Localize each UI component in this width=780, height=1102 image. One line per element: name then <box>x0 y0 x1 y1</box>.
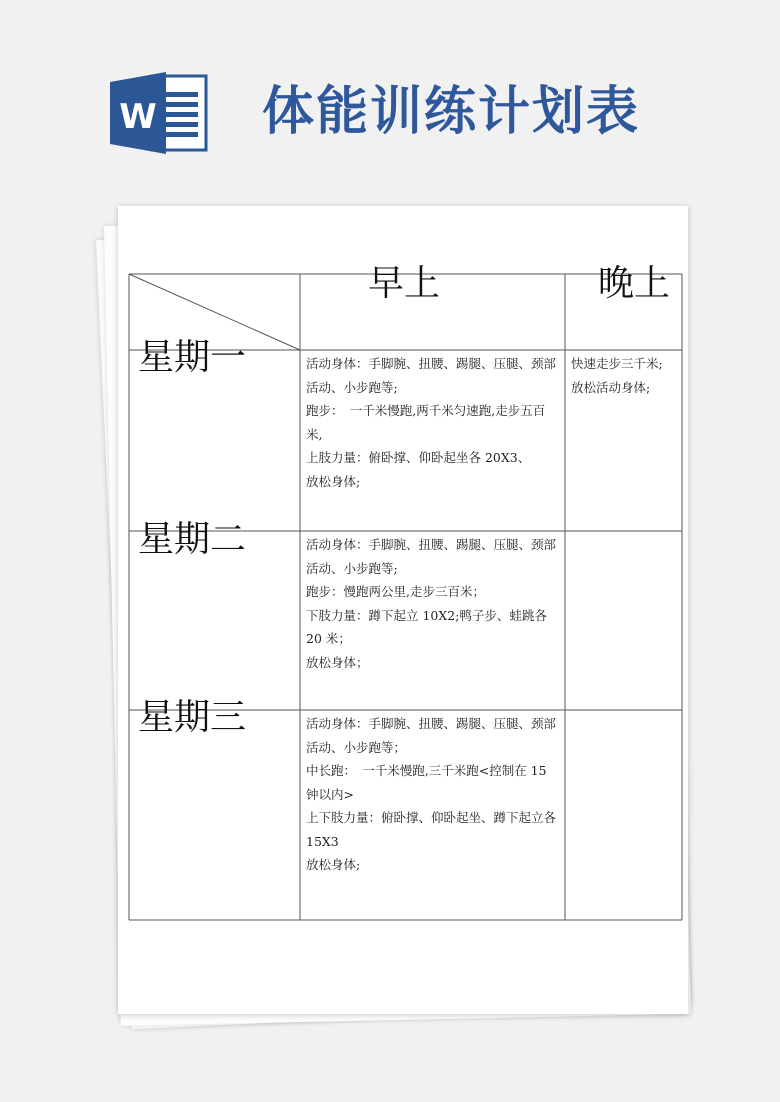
list-item: 放松身体； <box>306 654 369 670</box>
list-item: 跑步：慢跑两公里,走步三百米； <box>306 584 485 599</box>
evening-cell-monday <box>571 352 677 399</box>
morning-cell-monday <box>306 352 560 493</box>
list-item: 活动身体：手脚腕、扭腰、踢腿、压腿、颈部活动、小步跑等； <box>306 716 557 755</box>
svg-text:W: W <box>119 97 157 137</box>
list-item: 上肢力量：俯卧撑、仰卧起坐各 20X3、 <box>306 450 531 465</box>
list-item: 上下肢力量：俯卧撑、仰卧起坐、蹲下起立各 15X3 <box>306 810 557 849</box>
day-label-tuesday: 星期二 <box>138 519 247 560</box>
list-item: 放松活动身体; <box>571 379 651 395</box>
list-item: 跑步： 一千米慢跑,两千米匀速跑,走步五百米, <box>306 403 546 442</box>
day-label-monday: 星期一 <box>138 337 247 378</box>
list-item: 放松身体; <box>306 857 361 872</box>
list-item: 下肢力量：蹲下起立 10X2;鸭子步、蛙跳各 20 米； <box>306 607 547 646</box>
header-evening: 晚上 <box>598 263 671 304</box>
page-title: 体能训练计划表 <box>262 82 641 142</box>
day-label-wednesday: 星期三 <box>138 697 247 738</box>
header-morning: 早上 <box>368 263 441 304</box>
morning-cell-wednesday <box>306 712 560 877</box>
list-item: 活动身体：手脚腕、扭腰、踢腿、压腿、颈部活动、小步跑等; <box>306 356 557 395</box>
list-item: 活动身体：手脚腕、扭腰、踢腿、压腿、颈部活动、小步跑等; <box>306 537 557 576</box>
list-item: 中长跑： 一千米慢跑,三千米跑<控制在 15 钟以内> <box>306 763 547 802</box>
list-item: 放松身体; <box>306 473 361 489</box>
list-item: 快速走步三千米; <box>571 356 663 371</box>
morning-cell-tuesday <box>306 533 560 674</box>
